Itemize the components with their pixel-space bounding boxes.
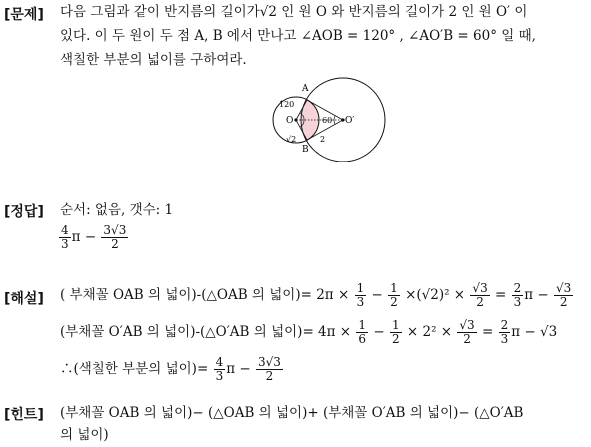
radius-label-o-prime: 2 (320, 135, 326, 144)
hint-line-2: 의 넓이) (60, 427, 109, 443)
angle-arc-o-prime (334, 116, 335, 124)
problem-label: [문제] (4, 7, 44, 23)
label-o-prime: O′ (345, 116, 355, 126)
answer-label: [정답] (4, 204, 44, 220)
radius-label-o: √2 (286, 135, 297, 144)
answer-fraction-2: $\frac{3√3}{2}$ (103, 223, 127, 251)
explanation-line-1: ( 부채꼴 OAB 의 넓이)-(△OAB 의 넓이)= 2π × $\frac{1}{3}$ − $\frac{1}{2}$ ×(√2)² × $\frac{√3}{2}$ = $\frac{2}{3}$ π − $\frac{√3}{2}$ (60, 281, 572, 309)
explanation-line-3: ∴(색칠한 부분의 넓이)= $\frac{4}{3}$ π − $\frac{3√3}{2}$ (60, 355, 281, 383)
label-b: B (302, 145, 309, 155)
answer-fraction-1: $\frac{4}{3}$ (61, 223, 69, 251)
point-o (294, 118, 297, 121)
hint-label: [힌트] (4, 407, 44, 423)
answer-meta: 순서: 없음, 갯수: 1 (60, 202, 174, 218)
problem-line-3: 색칠한 부분의 넓이를 구하여라. (60, 52, 247, 68)
label-o: O (286, 116, 294, 126)
angle-label-o-prime: 60 (322, 116, 333, 125)
explanation-label: [해설] (4, 291, 44, 307)
hint-line-1: (부채꼴 OAB 의 넓이)− (△OAB 의 넓이)+ (부채꼴 O′AB 의 넓이)− (△O′AB (60, 405, 524, 421)
problem-line-1: 다음 그림과 같이 반지름의 길이가√2 인 원 O 와 반지름의 길이가 2 인 원 O′ 이 (60, 4, 528, 20)
answer-expression: $\frac{4}{3}$ π − $\frac{3√3}{2}$ (61, 223, 127, 251)
angle-label-o: 120 (279, 100, 295, 109)
label-a: A (302, 84, 309, 94)
two-circles-figure (262, 76, 392, 162)
problem-line-2: 있다. 이 두 원이 두 점 A, B 에서 만나고 ∠AOB = 120° , ∠AO′B = 60° 일 때, (60, 28, 536, 44)
explanation-line-2: (부채꼴 O′AB 의 넓이)-(△O′AB 의 넓이)= 4π × $\frac{1}{6}$ − $\frac{1}{2}$ × 2² × $\frac{√3}{2}$ = $\frac{2}{3}$ π − √3 (60, 318, 558, 346)
